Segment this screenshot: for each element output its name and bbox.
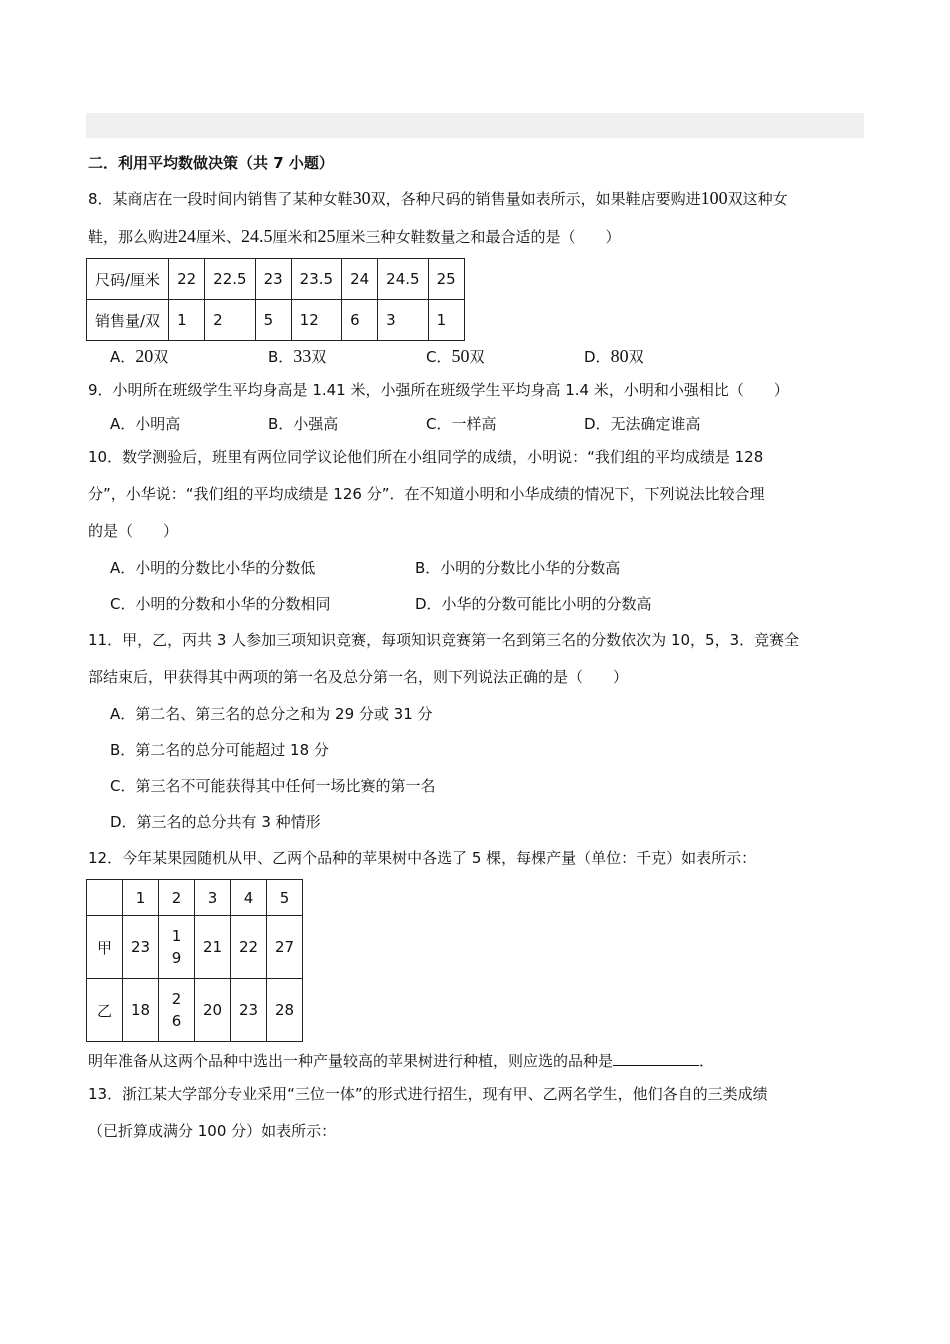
table-row: [87, 300, 465, 341]
table-row: [87, 259, 465, 300]
table-cell: 销售量/双: [87, 300, 169, 341]
option-value: 80: [610, 346, 629, 366]
q8-num-25: 25: [317, 226, 336, 246]
table-cell: 23: [255, 259, 291, 300]
section-title: 二．利用平均数做决策（共 7 小题）: [88, 154, 334, 172]
option-a[interactable]: A．第二名、第三名的总分之和为 29 分或 31 分: [110, 705, 433, 723]
q8-text: 双，各种尺码的销售量如表所示，如果鞋店要购进: [370, 190, 701, 208]
q8-num-100: 100: [700, 188, 728, 208]
option-b[interactable]: B．第二名的总分可能超过 18 分: [110, 741, 329, 759]
table-cell: 2: [159, 880, 195, 916]
q8-num-30: 30: [352, 188, 371, 208]
table-cell: 1: [169, 300, 205, 341]
option-label: B．: [268, 348, 294, 366]
apple-yield-table: [86, 879, 303, 1042]
q8-num-24: 24: [178, 226, 197, 246]
option-b[interactable]: [268, 341, 426, 372]
q9-options: [110, 409, 866, 439]
question-10-line-1: 10．数学测验后，班里有两位同学议论他们所在小组同学的成绩，小明说：“我们组的平均成绩是 128: [88, 448, 764, 466]
wrapped-cell-text: 26: [171, 990, 182, 1030]
option-d[interactable]: D．第三名的总分共有 3 种情形: [110, 813, 321, 831]
option-label: C．: [426, 348, 452, 366]
question-13-line-2: （已折算成满分 100 分）如表所示：: [88, 1122, 337, 1140]
option-value: 50: [451, 346, 470, 366]
question-9: 9．小明所在班级学生平均身高是 1.41 米，小强所在班级学生平均身高 1.4 米，小明和小强相比（ ）: [88, 381, 789, 399]
table-cell: 12: [291, 300, 341, 341]
q8-text: 双这种女: [727, 190, 788, 208]
table-cell: 乙: [87, 979, 123, 1042]
question-10-line-3: 的是（ ）: [88, 522, 179, 540]
question-12-line-2: [88, 1046, 866, 1076]
table-cell: 24.5: [378, 259, 428, 300]
option-label: D．: [584, 348, 611, 366]
table-cell: [159, 916, 195, 979]
table-cell: 尺码/厘米: [87, 259, 169, 300]
table-cell: 5: [267, 880, 303, 916]
q8-text: 厘米三种女鞋数量之和最合适的是（ ）: [335, 228, 621, 246]
table-cell: 22: [169, 259, 205, 300]
q8-text: 鞋，那么购进: [88, 228, 179, 246]
option-value: 33: [293, 346, 312, 366]
table-cell: 6: [342, 300, 378, 341]
option-c[interactable]: [426, 341, 584, 372]
option-a[interactable]: A．小明高: [110, 415, 181, 433]
table-cell: 18: [123, 979, 159, 1042]
table-cell: 4: [231, 880, 267, 916]
question-11-line-2: 部结束后，甲获得其中两项的第一名及总分第一名，则下列说法正确的是（ ）: [88, 668, 629, 686]
table-cell: 5: [255, 300, 291, 341]
table-cell: 24: [342, 259, 378, 300]
q10-options-row-1: [110, 550, 866, 586]
table-cell: 22: [231, 916, 267, 979]
header-bar: [86, 113, 864, 138]
option-unit: 双: [628, 348, 644, 366]
option-d[interactable]: [584, 341, 742, 372]
q8-number: 8．: [88, 190, 113, 208]
q12-text: 明年准备从这两个品种中选出一种产量较高的苹果树进行种植，则应选的品种是: [88, 1052, 614, 1070]
table-cell: 27: [267, 916, 303, 979]
question-8-line-1: [88, 180, 866, 218]
q8-text: 厘米和: [272, 228, 318, 246]
option-d[interactable]: D．小华的分数可能比小明的分数高: [415, 595, 652, 613]
option-value: 20: [135, 346, 154, 366]
table-row: [87, 880, 303, 916]
option-d[interactable]: D．无法确定谁高: [584, 415, 701, 433]
option-label: A．: [110, 348, 136, 366]
option-c[interactable]: C．一样高: [426, 415, 497, 433]
shoe-size-table: [86, 258, 465, 341]
wrapped-cell-text: 19: [171, 927, 182, 967]
table-cell: 21: [195, 916, 231, 979]
table-cell: 甲: [87, 916, 123, 979]
option-c[interactable]: C．第三名不可能获得其中任何一场比赛的第一名: [110, 777, 436, 795]
question-8-line-2: [88, 218, 866, 256]
q8-text: 某商店在一段时间内销售了某种女鞋: [112, 190, 353, 208]
table-cell: 28: [267, 979, 303, 1042]
q12-text: ．: [699, 1052, 715, 1070]
option-b[interactable]: B．小明的分数比小华的分数高: [415, 559, 621, 577]
table-cell: 1: [428, 300, 464, 341]
question-11-line-1: 11．甲，乙，丙共 3 人参加三项知识竞赛，每项知识竞赛第一名到第三名的分数依次为 10，5，3．竞赛全: [88, 631, 800, 649]
table-cell: [87, 880, 123, 916]
answer-blank[interactable]: [613, 1051, 699, 1066]
document-page: [88, 150, 866, 1150]
option-a[interactable]: [110, 341, 268, 372]
table-row: [87, 916, 303, 979]
table-row: [87, 979, 303, 1042]
option-c[interactable]: C．小明的分数和小华的分数相同: [110, 595, 331, 613]
table-cell: 3: [195, 880, 231, 916]
table-cell: 23: [231, 979, 267, 1042]
table-cell: 3: [378, 300, 428, 341]
table-cell: 23.5: [291, 259, 341, 300]
option-a[interactable]: A．小明的分数比小华的分数低: [110, 559, 316, 577]
question-12-line-1: 12．今年某果园随机从甲、乙两个品种的苹果树中各选了 5 棵，每棵产量（单位：千克）如表所示：: [88, 849, 757, 867]
option-b[interactable]: B．小强高: [268, 415, 339, 433]
option-unit: 双: [311, 348, 327, 366]
table-cell: 25: [428, 259, 464, 300]
table-cell: 23: [123, 916, 159, 979]
question-10-line-2: 分”，小华说：“我们组的平均成绩是 126 分”．在不知道小明和小华成绩的情况下，下列说法比较合理: [88, 485, 765, 503]
q8-text: 厘米、: [196, 228, 242, 246]
q10-options-row-2: [110, 586, 866, 622]
q8-options: [110, 341, 866, 372]
table-cell: 1: [123, 880, 159, 916]
option-unit: 双: [469, 348, 485, 366]
table-cell: 20: [195, 979, 231, 1042]
option-unit: 双: [153, 348, 169, 366]
question-13-line-1: 13．浙江某大学部分专业采用“三位一体”的形式进行招生，现有甲、乙两名学生，他们各自的三类成绩: [88, 1085, 768, 1103]
q8-num-24-5: 24.5: [241, 226, 273, 246]
table-cell: 2: [205, 300, 255, 341]
table-cell: [159, 979, 195, 1042]
table-cell: 22.5: [205, 259, 255, 300]
